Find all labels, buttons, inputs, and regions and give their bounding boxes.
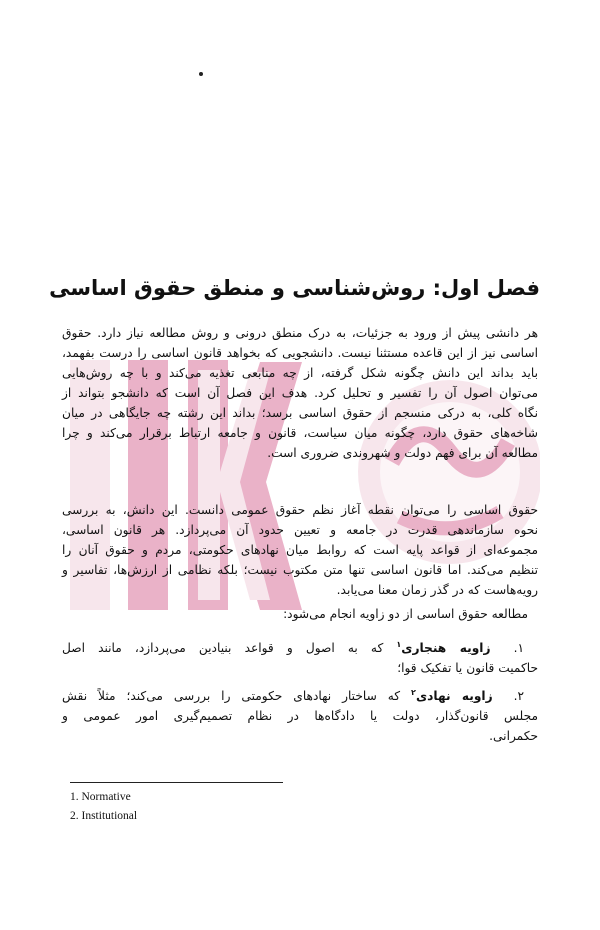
text-line: تنظیم می‌کند. اما قانون اساسی تنها متن مکتوب نیست؛ بلکه نظامی از ارزش‌ها، تفاسیر و xyxy=(62,563,538,577)
footnote-separator xyxy=(70,782,283,783)
list-item-head xyxy=(62,686,538,706)
page-mark-dot xyxy=(199,72,203,76)
list-item-normative xyxy=(62,638,538,678)
term-text: زاویه هنجاری xyxy=(401,641,491,655)
text-line: می‌توان اصول آن را تفسیر و تحلیل کرد. هدف این فصل آن است که دانشجو بتواند از xyxy=(62,386,538,400)
paragraph-introduction xyxy=(62,323,538,463)
text-line: نحوه سازماندهی قدرت در جامعه و تعیین حدود آن می‌پردازد. هر قانون اساسی، xyxy=(62,523,538,537)
list-item-head xyxy=(62,638,538,658)
list-item-number: ۲. xyxy=(513,689,524,703)
list-item-term xyxy=(396,641,490,655)
text-line: شاخه‌های حقوق دارد، چگونه میان سیاست، قانون و جامعه ارتباط برقرار می‌کند و چرا xyxy=(62,426,538,440)
text-line: مجموعه‌ای از قواعد پایه است که روابط میان نهادهای حکومتی، مردم و حقوق آنان را xyxy=(62,543,538,557)
chapter-title: فصل اول: روش‌شناسی و منطق حقوق اساسی xyxy=(49,276,540,300)
footnote-2: 2. Institutional xyxy=(70,810,138,822)
footnote-1: 1. Normative xyxy=(70,791,131,803)
text-line: حقوق اساسی را می‌توان نقطه آغاز نظم حقوق عمومی دانست. این دانش، به بررسی xyxy=(62,503,538,517)
text-line: باید بداند این دانش چگونه شکل گرفته، از چه منابعی تغذیه می‌کند و با چه روش‌هایی xyxy=(62,366,538,380)
text-line: مطالعه حقوق اساسی از دو زاویه انجام می‌شود: xyxy=(283,607,528,621)
text-line: نگاه کلی، به درکی منسجم از حقوق اساسی برسد؛ بداند این رشته چه جایگاهی در میان xyxy=(62,406,538,420)
term-text: زاویه نهادی xyxy=(415,689,493,703)
list-item-institutional xyxy=(62,686,538,746)
text-line: هر دانشی پیش از ورود به جزئیات، به درک منطق درونی و روش مطالعه نیاز دارد. حقوق xyxy=(62,326,538,340)
footnote-reference: ۱ xyxy=(396,639,402,649)
paragraph-definition xyxy=(62,500,538,600)
paragraph-list-intro xyxy=(62,604,538,624)
text-line: اساسی نیز از این قاعده مستثنا نیست. دانشجویی که بخواهد قانون اساسی را درست بفهمد، xyxy=(62,346,538,360)
text-line: رویه‌هاست که در گذر زمان معنا می‌یابد. xyxy=(336,583,538,597)
list-item-text: که به اصول و قواعد بنیادین می‌پردازد، مانند اصل xyxy=(62,641,384,655)
text-line: مطالعه آن برای فهم دولت و شهروندی ضروری است. xyxy=(267,446,538,460)
list-item-text: که ساختار نهادهای حکومتی را بررسی می‌کند؛ مثلاً نقش xyxy=(62,689,401,703)
list-item-continuation: حاکمیت قانون یا تفکیک قوا؛ xyxy=(397,661,538,675)
list-item-term xyxy=(411,689,493,703)
footnote-reference: ۲ xyxy=(411,687,416,697)
list-item-continuation: حکمرانی. xyxy=(489,729,538,743)
list-item-number: ۱. xyxy=(513,641,525,655)
list-item-continuation: مجلس قانون‌گذار، دولت یا دادگاه‌ها در نظام تصمیم‌گیری امور عمومی و xyxy=(62,709,538,723)
